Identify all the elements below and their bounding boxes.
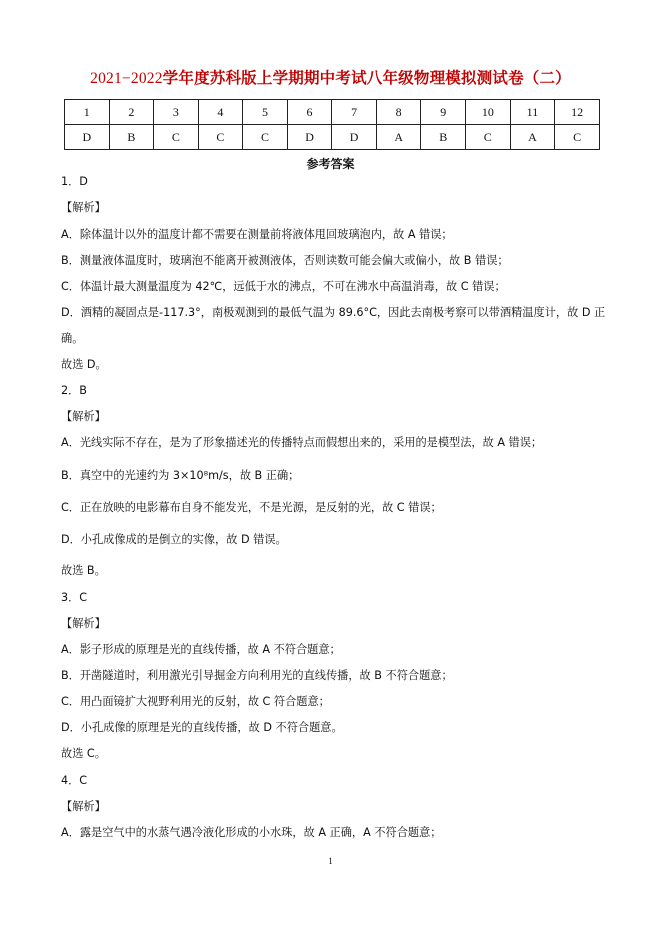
section-heading: 参考答案	[306, 157, 355, 171]
choice-line: 故选 C。	[61, 747, 106, 760]
answer-cell: D	[65, 125, 110, 150]
analysis-line: A．影子形成的原理是光的直线传播，故 A 不符合题意；	[61, 643, 341, 656]
analysis-heading: 【解析】	[61, 201, 106, 214]
question-number: 11	[510, 100, 555, 125]
question-number: 3	[154, 100, 199, 125]
analysis-line: C．正在放映的电影幕布自身不能发光，不是光源，是反射的光，故 C 错误；	[61, 501, 442, 514]
answer-cell: C	[243, 125, 288, 150]
answer-cell: B	[109, 125, 154, 150]
analysis-line: B．测量液体温度时，玻璃泡不能离开被测液体，否则读数可能会偏大或偏小，故 B 错误；	[61, 254, 509, 267]
answer-cell: C	[465, 125, 510, 150]
analysis-line: A．光线实际不存在，是为了形象描述光的传播特点而假想出来的，采用的是模型法，故 A 错误；	[61, 436, 543, 449]
choice-line: 故选 B。	[61, 564, 106, 577]
analysis-line: A．除体温计以外的温度计都不需要在测量前将液体甩回玻璃泡内，故 A 错误；	[61, 228, 453, 241]
answer-cell: D	[332, 125, 377, 150]
analysis-line: B．开凿隧道时，利用激光引导掘金方向利用光的直线传播，故 B 不符合题意；	[61, 669, 453, 682]
answer-cell: A	[376, 125, 421, 150]
answer-table-numbers-row	[65, 100, 600, 125]
question-number: 6	[287, 100, 332, 125]
analysis-heading: 【解析】	[61, 800, 106, 813]
question-number: 5	[243, 100, 288, 125]
analysis-line: D．小孔成像的原理是光的直线传播，故 D 不符合题意。	[61, 721, 343, 734]
answer-cell: B	[421, 125, 466, 150]
choice-line: 故选 D。	[61, 358, 107, 371]
question-number-line: 1．D	[61, 175, 88, 188]
answer-cell: D	[287, 125, 332, 150]
analysis-line: C．用凸面镜扩大视野利用光的反射，故 C 符合题意；	[61, 695, 330, 708]
answer-cell: C	[555, 125, 600, 150]
answer-table	[64, 99, 600, 150]
analysis-heading: 【解析】	[61, 410, 106, 423]
page-number: 1	[328, 856, 333, 866]
question-number: 7	[332, 100, 377, 125]
answer-cell: C	[154, 125, 199, 150]
analysis-line: C．体温计最大测量温度为 42℃，远低于水的沸点，不可在沸水中高温消毒，故 C 错误；	[61, 280, 506, 293]
question-number: 4	[198, 100, 243, 125]
answer-cell: A	[510, 125, 555, 150]
question-number: 1	[65, 100, 110, 125]
analysis-line: A．露是空气中的水蒸气遇冷液化形成的小水珠，故 A 正确，A 不符合题意；	[61, 826, 442, 839]
page-title	[0, 66, 661, 88]
title-text: 学年度苏科版上学期期中考试八年级物理模拟测试卷（二）	[162, 68, 571, 87]
question-number: 2	[109, 100, 154, 125]
title-year: 2021−2022	[90, 70, 163, 87]
analysis-heading: 【解析】	[61, 617, 106, 630]
question-number: 10	[465, 100, 510, 125]
question-number-line: 3．C	[61, 591, 88, 604]
question-number: 12	[555, 100, 600, 125]
question-number-line: 4．C	[61, 774, 88, 787]
answer-table-answers-row	[65, 125, 600, 150]
question-number: 8	[376, 100, 421, 125]
answer-cell: C	[198, 125, 243, 150]
analysis-line: D．酒精的凝固点是-117.3°，南极观测到的最低气温为 89.6°C，因此去南极考察可以带酒精温度计，故 D 正	[61, 306, 606, 319]
analysis-line: 确。	[61, 332, 84, 345]
analysis-line: B．真空中的光速约为 3×10⁸m/s，故 B 正确；	[61, 469, 300, 482]
question-number-line: 2．B	[61, 384, 87, 397]
question-number: 9	[421, 100, 466, 125]
analysis-line: D．小孔成像成的是倒立的实像，故 D 错误。	[61, 533, 287, 546]
